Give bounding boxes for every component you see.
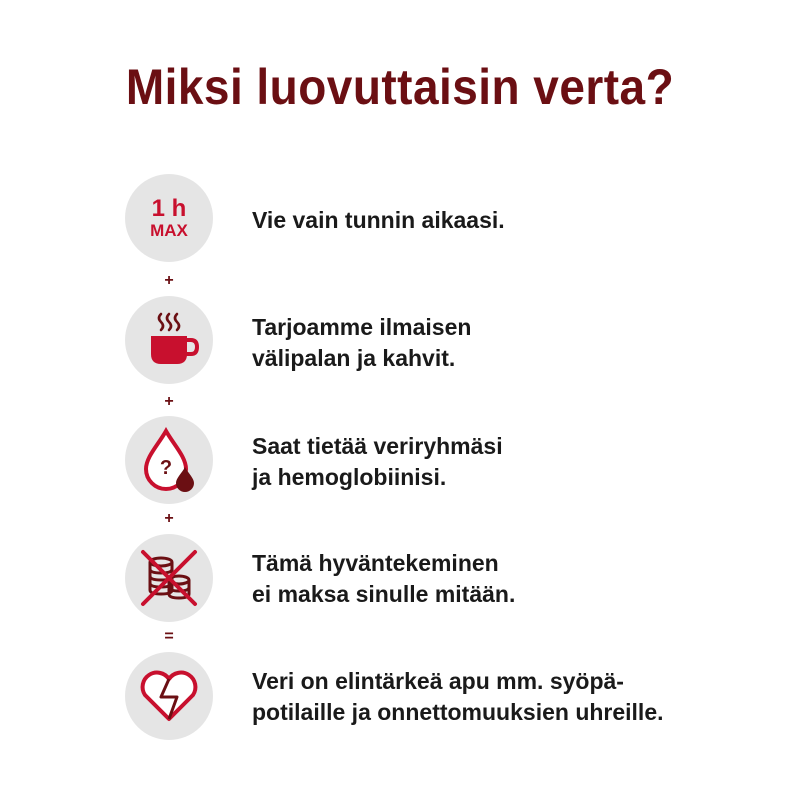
item-line: välipalan ja kahvit. [252, 345, 456, 371]
page-title: Miksi luovuttaisin verta? [125, 59, 675, 115]
item-line: Tarjoamme ilmaisen [252, 314, 472, 340]
badge-hour-label: 1 h [151, 195, 187, 222]
item-line: ei maksa sinulle mitään. [252, 581, 516, 607]
item-line: ja hemoglobiinisi. [252, 464, 447, 490]
drop-question-mark: ? [159, 457, 173, 479]
item-line: Saat tietää veriryhmäsi [252, 433, 503, 459]
plus-operator: + [164, 393, 174, 410]
item-line: Veri on elintärkeä apu mm. syöpä- [252, 668, 624, 694]
item-text-bloodtype [252, 431, 503, 493]
item-line: Tämä hyväntekeminen [252, 550, 499, 576]
item-text-time [252, 205, 505, 236]
equals-operator: = [164, 628, 174, 645]
item-line: potilaille ja onnettomuuksien uhreille. [252, 699, 664, 725]
coffee-cup-icon [125, 296, 213, 384]
badge-max-label: MAX [150, 221, 188, 240]
blood-drop-question-icon [125, 416, 213, 504]
heart-icon [125, 652, 213, 740]
plus-operator: + [164, 510, 174, 527]
plus-operator: + [164, 272, 174, 289]
item-line: Vie vain tunnin aikaasi. [252, 207, 505, 233]
item-text-snack [252, 312, 471, 374]
item-text-helps [252, 666, 664, 728]
time-badge-icon [125, 174, 213, 262]
item-text-free [252, 548, 515, 610]
crossed-coins-icon [125, 534, 213, 622]
